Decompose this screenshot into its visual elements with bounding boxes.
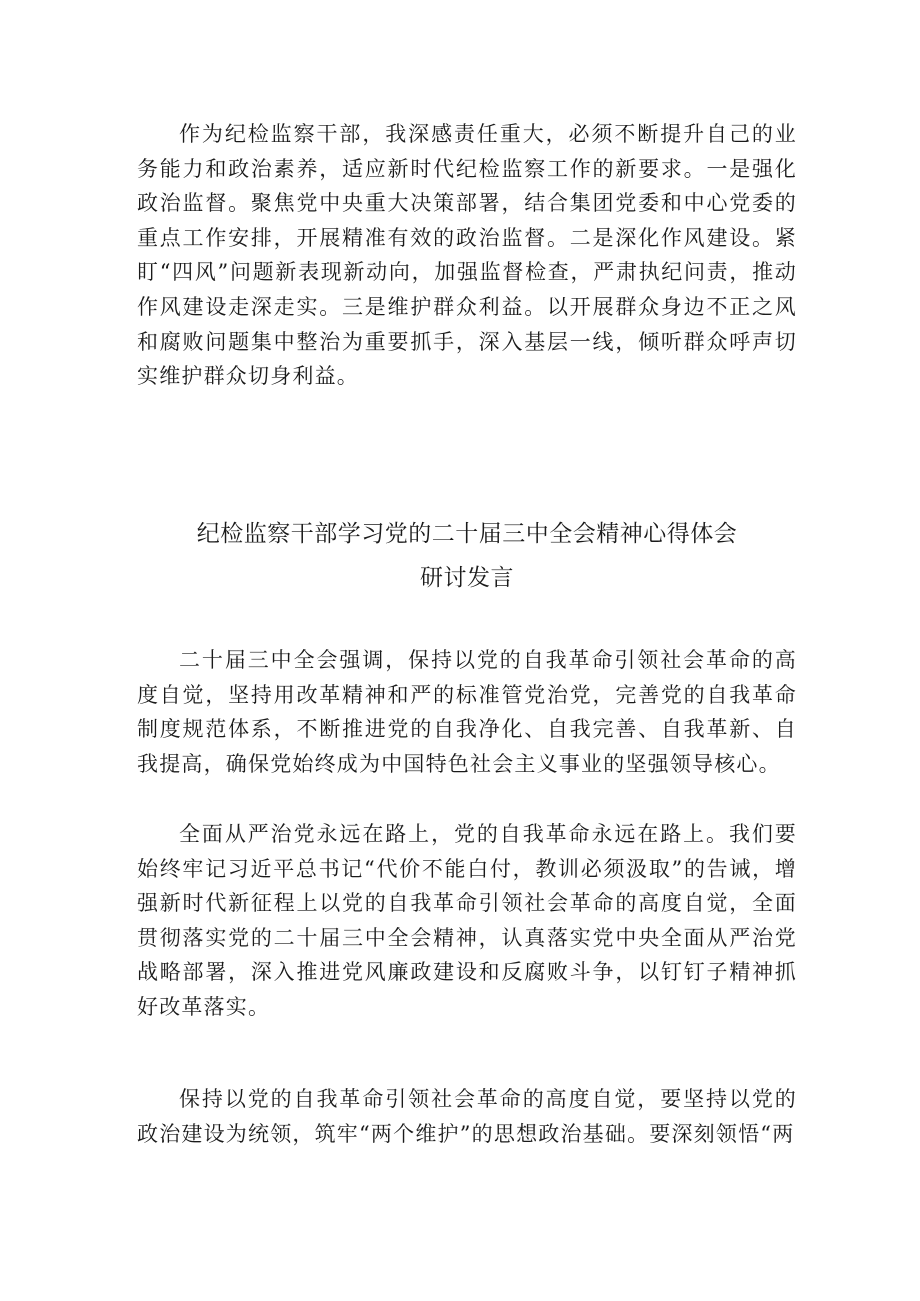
body-paragraph-3: 保持以党的自我革命引领社会革命的高度自觉，要坚持以党的政治建设为统领，筑牢“两个维护”的思想政治基础。要深刻领悟“两 (137, 1087, 797, 1146)
title-line-main: 纪检监察干部学习党的二十届三中全会精神心得体会 (196, 521, 738, 547)
intro-paragraph: 作为纪检监察干部，我深感责任重大，必须不断提升自己的业务能力和政治素养，适应新时代纪检监察工作的新要求。一是强化政治监督。聚焦党中央重大决策部署，结合集团党委和中心党委的重点工作安排，开展精准有效的政治监督。二是深化作风建设。紧盯“四风”问题新表现新动向，加强监督检查，严肃执纪问责，推动作风建设走深走实。三是维护群众利益。以开展群众身边不正之风和腐败问题集中整治为重要抓手，深入基层一线，倾听群众呼声切实维护群众切身利益。 (137, 122, 797, 389)
document-title (137, 512, 797, 600)
body-paragraph-2: 全面从严治党永远在路上，党的自我革命永远在路上。我们要始终牢记习近平总书记“代价不能白付，教训必须汲取”的告诫，增强新时代新征程上以党的自我革命引领社会革命的高度自觉，全面贯彻落实党的二十届三中全会精神，认真落实党中央全面从严治党战略部署，深入推进党风廉政建设和反腐败斗争，以钉钉子精神抓好改革落实。 (137, 822, 797, 1019)
body-paragraph-1: 二十届三中全会强调，保持以党的自我革命引领社会革命的高度自觉，坚持用改革精神和严的标准管党治党，完善党的自我革命制度规范体系，不断推进党的自我净化、自我完善、自我革新、自我提高，确保党始终成为中国特色社会主义事业的坚强领导核心。 (137, 648, 797, 776)
title-line-sub: 研讨发言 (420, 565, 514, 591)
